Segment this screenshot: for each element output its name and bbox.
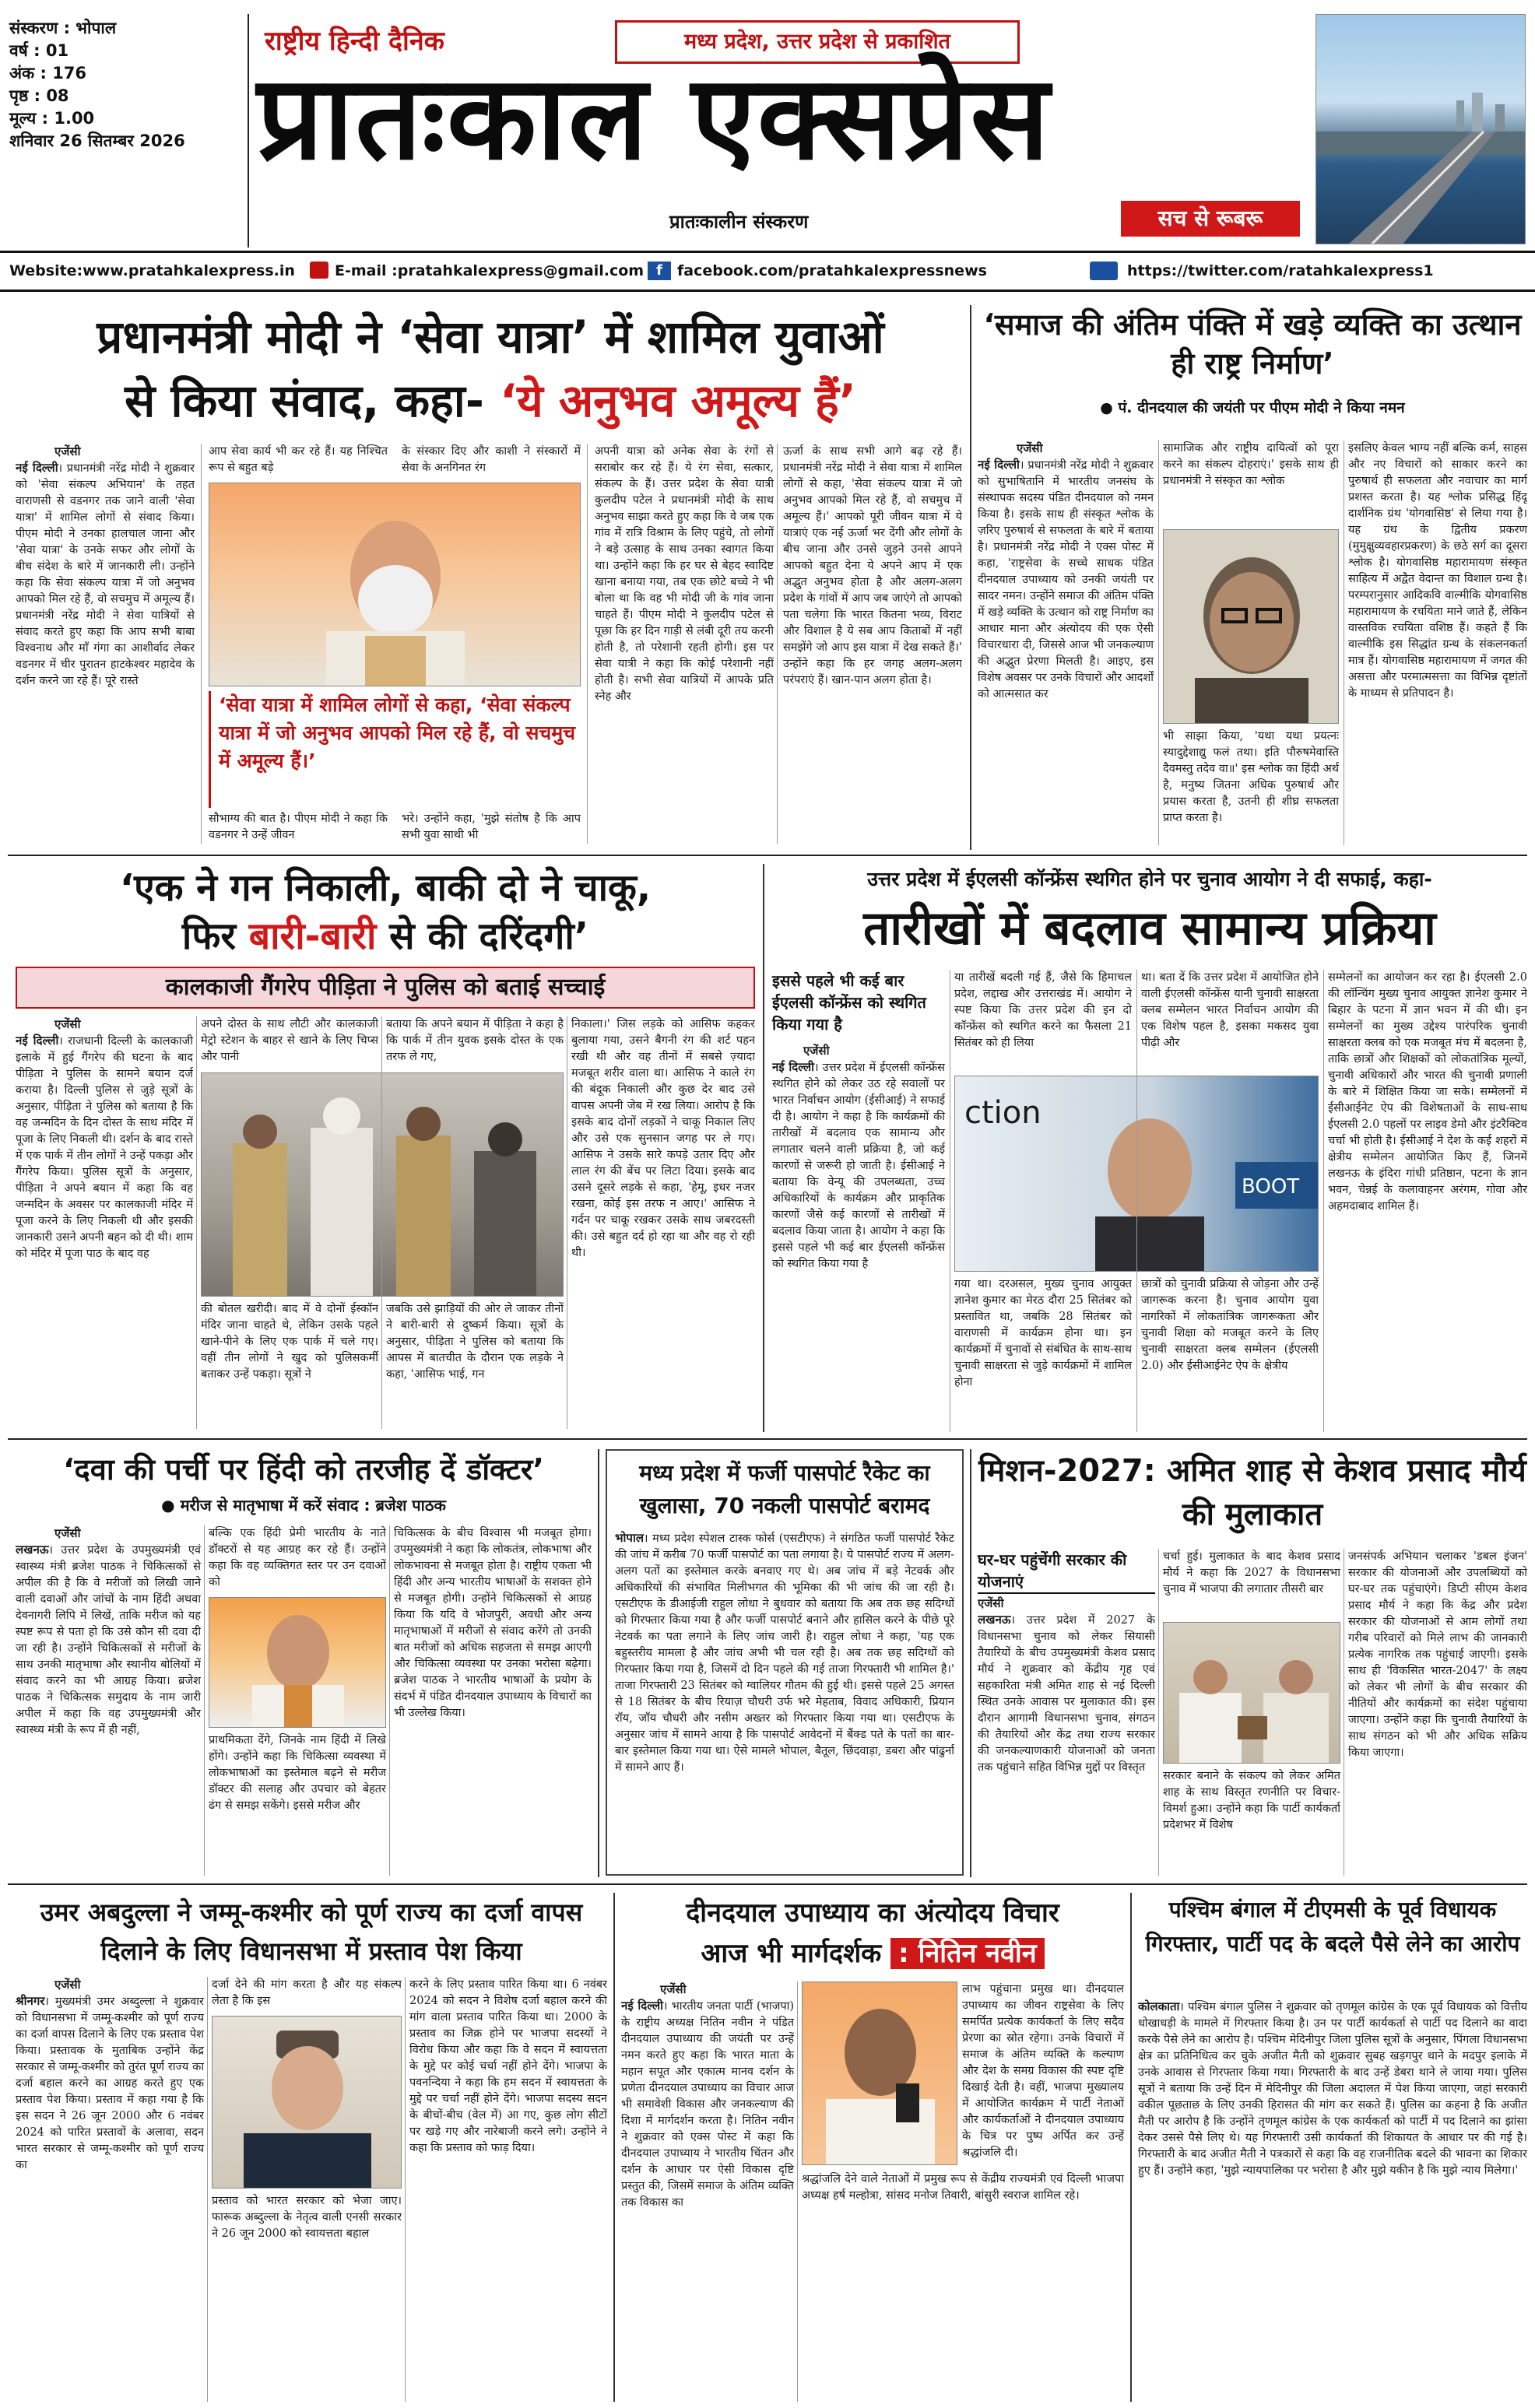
contact-bar [0,254,1535,288]
story3-col3b: जबकि उसे झाड़ियों की ओर ले जाकर तीनों ने बारी-बारी से दुष्कर्म किया। सूत्रों के अनुसार, पीड़िता ने पुलिस को बताया कि आपस में बातचीत के दौरान एक लड़के ने कहा, 'आसिफ भाई, गन [386,1303,564,1381]
story7-byline: एजेंसी [978,1596,1004,1610]
meta-year: वर्ष : 01 [9,41,69,60]
email-icon [310,262,328,279]
website-link[interactable]: Website:www.pratahkalexpress.in [9,262,295,279]
story2-col3: इसलिए केवल भाग्य नहीं बल्कि कर्म, साहस और नए विचारों को साकार करने का पुरुषार्थ ही सफलता और नवाचार का मार्ग प्रशस्त करता है। यह श्लोक प्रसिद्ध हिंदू दार्शनिक ग्रंथ 'योगवासिष्ठ' से लिया गया है। यह ग्रंथ के द्वितीय प्रकरण (मुमुक्षुव्यवहारप्रकरण) के छठे सर्ग का दूसरा श्लोक है। योगवासिष्ठ महारामायण संस्कृत साहित्य में अद्वैत वेदान्त का विशाल ग्रन्थ है। परम्परानुसार आदिकवि वाल्मीकि योगवासिष्ठ महारामायण के रचयिता माने जाते हैं, लेकिन वास्तविक रचयिता वशिष्ठ हैं। कहते हैं कि वाल्मीकि इस सिद्धांत ग्रन्थ के संकलनकर्ता मात्र हैं। योगवासिष्ठ महारामायण में जगत की असत्ता और परमात्मसत्ता का विभिन्न दृष्टांतों के माध्यम से प्रतिपादन है। [1348,442,1527,700]
story10-place: कोलकाता [1138,1999,1180,2013]
story7-col1 [978,1595,1155,1876]
story4-side-head: इससे पहले भी कई बार ईएलसी कॉन्फ्रेंस को स्थगित किया गया है [772,971,926,1034]
svg-text:ction: ction [964,1095,1041,1131]
story4-col4: सम्मेलनों का आयोजन कर रहा है। ईएलसी 2.0 की लॉन्चिंग मुख्य चुनाव आयुक्त ज्ञानेश कुमार ने बिहार के पटना में ज्ञान भवन में की थी। इन सम्मेलनों का मुख्य उद्देश्य पारंपरिक चुनावी साक्षरता क्लब को एक मजबूत मंच में बदलना है, ताकि छात्रों और शिक्षकों को लोकतांत्रिक मूल्यों, चुनावी अधिकारों और भारत की चुनावी प्रणाली के बारे में शिक्षित किया जा सके। सम्मेलनों में ईसीआईनेट ऐप की विशेषताओं के साथ-साथ ईएलसी 2.0 पहलों पर लाइव डेमो और इंटरैक्टिव चर्चा भी होती है। ईसीआई ने देश के कई शहरों में क्षेत्रीय सम्मेलन आयोजित किए हैं, जिनमें लखनऊ के इंदिरा गांधी प्रतिष्ठान, पटना के ज्ञान भवन, चेन्नई के कलावाहनर अरंगम, गोवा और अहमदाबाद शामिल हैं। [1328,971,1527,1213]
story6-text: । मध्य प्रदेश स्पेशल टास्क फोर्स (एसटीएफ) ने संगठित फर्जी पासपोर्ट रैकेट की जांच में करीब 70 फर्जी पासपोर्ट का पता लगाया है। ये पासपोर्ट राज्य में अलग-अलग पतों का इस्तेमाल करके बनवाए गए थे। अब जांच में बड़े नेटवर्क और अधिकारियों की संभावित मिलीभगत की भूमिका की भी जांच की जा रही है। एसटीएफ के डीआईजी राहुल लोधा ने बुधवार को बताया कि अब तक छह सदिग्धों को गिरफ्तार किया गया है और फर्जी पासपोर्ट बनाने और हासिल करने के पीछे पूरे नेटवर्क का पता लगाने के लिए जांच जारी है। राहुल लोधा ने कहा, 'यह एक बहुस्तरीय मामला है और जांच अभी भी चल रही है। अब तक छह सदिग्धों को गिरफ्तार किया गया है, जिसमें दो दिन पहले की गई ताजा गिरफ्तारी भी शामिल है।' ताजा गिरफ्तारी 23 सितंबर को ग्वालियर गौतम की हुई थी। इससे पहले 25 अगस्त से 18 सितंबर के बीच रियाज़ चौधरी उर्फ भरे मेहताब, विवाद अधिकारी, प्रियान रॉय, जॉय चौधरी और नसीम अख्तर को गिरफ्तार किया गया था। एसटीएफ के अनुसार जांच में सामने आया है कि पासपोर्ट आवेदनों में बैंक्ड पते के पतों का बार-बार इस्तेमाल किया गया था। ऐसे मामले भोपाल, बैतूल, छिंदवाड़ा, डबरा और पांढुर्ना में सामने आए हैं। [615,1532,954,1774]
story3-col2b: की बोतल खरीदी। बाद में वे दोनों ईस्कॉन मंदिर जाना चाहते थे, लेकिन उसके पहले खाने-पीने के लिए एक पार्क में चले गए। वहीं तीन लोगों ने खुद को पुलिसकर्मी बताकर उन्हें पकड़ा। सूत्रों ने [201,1303,378,1381]
story7-shah-maurya-photo [1163,1622,1340,1764]
story4-col2b: गया था। दरअसल, मुख्य चुनाव आयुक्त ज्ञानेश कुमार का मेरठ दौरा 25 सितंबर को प्रस्तावित था, जबकि 28 सितंबर को वाराणसी में कार्यक्रम होना था। इन कार्यक्रमों में चुनावों से संबंधित के साथ-साथ चुनावी साक्षरता से जुड़े कार्यक्रमों में शामिल होना [954,1278,1132,1388]
email-link[interactable]: E-mail :pratahkalexpress@gmail.com [335,262,645,279]
story1-headline-line1: प्रधानमंत्री मोदी ने ‘सेवा यात्रा’ में शामिल युवाओं [97,311,884,363]
story8-col2a: दर्जा देने की मांग करता है और यह संकल्प लेता है कि इस [212,1978,402,2007]
story3-col2a: अपने दोस्त के साथ लौटी और कालकाजी मेट्रो स्टेशन के बाहर से खाने के लिए चिप्स और पानी [201,1018,378,1063]
story9-place: नई दिल्ली [621,1999,664,2013]
story1-headline-line2 [16,369,965,433]
story3-strap-text: कालकाजी गैंगरेप पीड़िता ने पुलिस को बताई सच्चाई [165,974,606,1001]
story2-deendayal-photo [1163,529,1339,724]
story4-col3b: छात्रों को चुनावी प्रक्रिया से जोड़ना और उन्हें जागरूक करना है। चुनाव आयोग युवा नागरिकों में लोकतांत्रिक जागरूकता और चुनावी शिक्षा को मजबूत करने के लिए चुनावी साक्षरता क्लब सम्मेलन (ईएलसी 2.0) और ईसीआईनेट ऐप के क्षेत्रीय [1141,1278,1319,1372]
story2-col2a: सामाजिक और राष्ट्रीय दायित्वों को पूरा करने का संकल्प दोहराएं।' इसके साथ ही प्रधानमंत्री ने संस्कृत का श्लोक [1163,442,1339,487]
story1-place: नई दिल्ली [16,461,58,475]
svg-text:BOOT: BOOT [1242,1175,1300,1199]
masthead-tagline: राष्ट्रीय हिन्दी दैनिक [265,26,444,57]
story6-headline: मध्य प्रदेश में फर्जी पासपोर्ट रैकेट का खुलासा, 70 नकली पासपोर्ट बरामद [639,1460,930,1518]
masthead-city-photo [1315,14,1526,244]
story8-col1 [16,1977,204,2402]
story1-col3b: भरे। उन्होंने कहा, 'मुझे संतोष है कि आप सभी युवा साथी भी [402,813,581,841]
story3-text1: । राजधानी दिल्ली के कालकाजी इलाके में हुई गैंगरेप की घटना के बाद पीड़िता ने पुलिस के सामने बयान दर्ज कराया है। दिल्ली पुलिस से जुड़े सूत्रों के अनुसार, पीड़िता ने पुलिस को बताया है कि वह जन्मदिन के दिन दोस्त के साथ मंदिर में पूजा के लिए निकली थी। दर्शन के बाद रास्ते में एक पार्क में तीन लोगों ने उन्हें पकड़ा और गैंगरेप किया। पुलिस सूत्रों के अनुसार, पीड़िता ने अपने बयान में कहा कि वह जन्मदिन के अवसर पर कालकाजी मंदिर में पूजा करने के लिए निकली थी और इसकी जानकारी उसने अपनी बहन को दी थी। शाम को मंदिर में पूजा पाठ के बाद वह [16,1035,193,1260]
masthead-meta [9,17,243,153]
story10-body [1138,1999,1527,2402]
story7-col2b: सरकार बनाने के संकल्प को लेकर अमित शाह के साथ विस्तृत रणनीति पर विचार-विमर्श हुआ। उन्होंने कहा कि पार्टी कार्यकर्ता प्रदेशभर में विशेष [1163,1770,1340,1831]
story7-place: लखनऊ [978,1613,1011,1627]
meta-price: मूल्य : 1.00 [9,109,95,128]
story9-nitin-photo [802,1982,957,2165]
story7-col2a: चर्चा हुई। मुलाकात के बाद केशव प्रसाद मौर्य ने कहा कि 2027 के विधानसभा चुनाव में भाजपा की लगातार तीसरी बार [1163,1550,1340,1595]
story8-omar-photo [212,2016,402,2189]
story3-col1 [16,1016,193,1429]
story5-text1: । उत्तर प्रदेश के उपमुख्यमंत्री एवं स्वास्थ्य मंत्री ब्रजेश पाठक ने चिकित्सकों से अपील की है कि वे मरीजों को लिखी जाने वाली दवाओं और जांचों के नाम हिंदी अथवा देवनागरी लिपि में लिखें, ताकि मरीज को यह स्पष्ट रूप से पता हो कि उसे कौन सी दवा दी जा रही है। उन्होंने चिकित्सकों से मरीजों के साथ उनकी मातृभाषा और स्थानीय बोलियों में संवाद करने का भी आग्रह किया। ब्रजेश पाठक ने चिकित्सक समुदाय के नाम जारी अपील में कहा कि वह उपमुख्यमंत्री और स्वास्थ्य मंत्री के रूप में ही नहीं, [16,1544,201,1736]
story2-place: नई दिल्ली [978,458,1020,472]
story5-col3: चिकित्सक के बीच विश्वास भी मजबूत होगा। उपमुख्यमंत्री ने कहा कि लोकतंत्र, लोकभाषा और लोकभावना से मजबूत होता है। राष्ट्रीय एकता भी हिंदी और अन्य भारतीय भाषाओं के सशक्त होने से मजबूत होगी। उन्होंने चिकित्सकों से आग्रह किया कि यदि वे भोजपुरी, अवधी और अन्य मातृभाषाओं में मरीजों से संवाद करेंगे तो उनकी बात मरीजों को अधिक सहजता से समझ आएगी और चिकित्सा व्यवस्था पर उनका भरोसा बढ़ेगा। ब्रजेश पाठक ने भारतीय भाषाओं के प्रयोग के संदर्भ में पंडित दीनदयाल उपाध्याय के विचारों का भी उल्लेख किया। [394,1527,592,1719]
story5-place: लखनऊ [16,1543,49,1557]
story4-kicker: उत्तर प्रदेश में ईएलसी कॉन्फ्रेंस स्थगित होने पर चुनाव आयोग ने दी सफाई, कहा- [867,868,1432,890]
meta-issue: अंक : 176 [9,64,87,82]
story7-side-head: घर-घर पहुंचेंगी सरकार की योजनाएं [978,1549,1155,1594]
story1-quote: ‘सेवा यात्रा में शामिल लोगों से कहा, ‘सेवा संकल्प यात्रा में जो अनुभव आपको मिल रहे हैं, वो सचमुच में अमूल्य हैं।’ [209,691,581,808]
twitter-link[interactable]: https://twitter.com/ratahkalexpress1 [1127,262,1434,279]
story9-headline-line1: दीनदयाल उपाध्याय का अंत्योदय विचार [686,1897,1059,1929]
story9-byline: एजेंसी [660,1982,687,1996]
slogan-text: सच से रूबरू [1157,205,1263,231]
masthead-slogan [1121,201,1300,237]
story3-head-red: बारी-बारी [248,914,377,958]
story1-col1 [16,444,195,833]
masthead-title: प्रातःकाल एक्सप्रेस [257,51,1051,186]
story3-headline-line2 [16,912,755,960]
story1-col3a: के संस्कार दिए और काशी ने संस्कारों में सेवा के अनगिनत रंग [402,445,581,474]
meta-edition: संस्करण : भोपाल [9,19,117,37]
story4-col1 [772,1043,945,1432]
masthead-edition: प्रातःकालीन संस्करण [669,211,809,233]
story8-headline: उमर अबदुल्ला ने जम्मू-कश्मीर को पूर्ण राज्य का दर्जा वापस दिलाने के लिए विधानसभा में प्रस्ताव पेश किया [40,1897,583,1966]
story6-body [615,1530,954,1871]
story1-headline-black: से किया संवाद, कहा- [125,374,484,427]
story8-place: श्रीनगर [16,1994,45,2008]
story4-place: नई दिल्ली [772,1060,815,1074]
story2-col1 [978,441,1154,845]
story2-sub: ● पं. दीनदयाल की जयंती पर पीएम मोदी ने किया नमन [1100,399,1405,416]
story1-col2a: आप सेवा कार्य भी कर रहे हैं। यह निश्चित रूप से बहुत बड़े [209,445,388,474]
meta-date: शनिवार 26 सितम्बर 2026 [9,132,185,150]
story5-pathak-photo [209,1597,386,1728]
story4-byline: एजेंसी [803,1044,830,1058]
story9-headline-line2 [621,1933,1124,1974]
story4-col3a: था। बता दें कि उत्तर प्रदेश में आयोजित होने वाली ईएलसी कॉन्फ्रेंस यानी चुनावी साक्षरता क्लब सम्मेलन भारत निर्वाचन आयोग की एक विशेष पहल है, इसका मकसद युवा पीढ़ी और [1141,971,1319,1049]
story5-byline: एजेंसी [54,1526,81,1540]
story1-modi-photo [209,483,581,686]
story1-headline-red: ‘ये अनुभव अमूल्य हैं’ [500,374,856,427]
story2-byline: एजेंसी [1017,441,1043,455]
story9-col2a: लाभ पहुंचाना प्रमुख था। दीनदयाल उपाध्याय का जीवन राष्ट्रसेवा के लिए समर्पित प्रत्येक कार्यकर्ता के लिए सदैव प्रेरणा का स्रोत रहेगा। उनके विचारों में समाज के अंतिम व्यक्ति के कल्याण और देश के समग्र विकास की स्पष्ट दृष्टि दिखाई देती है। वहीं, भाजपा मुख्यालय में आयोजित कार्यक्रम में पार्टी नेताओं और कार्यकर्ताओं ने दीनदयाल उपाध्याय के चित्र पर पुष्प अर्पित कर उन्हें श्रद्धांजलि दी। [962,1983,1124,2159]
story9-col2b: श्रद्धांजलि देने वाले नेताओं में प्रमुख रूप से केंद्रीय राज्यमंत्री एवं दिल्ली भाजपा अध्यक्ष हर्ष मल्होत्रा, सांसद मनोज तिवारी, बांसुरी स्वराज शामिल रहे। [802,2173,1124,2202]
story1-text1: । प्रधानमंत्री नरेंद्र मोदी ने शुक्रवार को 'सेवा संकल्प अभियान' के तहत वाराणसी से वडनगर तक जाने वाली 'सेवा यात्रा' में शामिल लोगों से संवाद किया। पीएम मोदी ने उनका हालचाल जाना और 'सेवा यात्रा' के उनके सफर और लोगों के बीच संदेश के बारे में जानकारी ली। उन्होंने कहा कि सेवा संकल्प यात्रा में जो अनुभव आपको मिल रहे हैं, वो सचमुच में अमूल्य हैं। प्रधानमंत्री नरेंद्र मोदी ने सेवा यात्रियों से संवाद करते हुए कहा कि आप सभी बाबा विश्वनाथ और माँ गंगा का आशीर्वाद लेकर वडनगर में चीर पुरातन हाटकेश्वर महादेव के दर्शन करने जा रहे हैं। पूरे रास्ते [16,462,195,687]
story8-col2b: प्रस्ताव को भारत सरकार को भेजा जाए। फारूक अब्दुल्ला के नेतृत्व वाली एनसी सरकार ने 26 जून 2000 को स्वायत्तता बहाल [212,2195,402,2240]
story9-headline-black: आज भी मार्गदर्शक [701,1938,882,1969]
story2-headline: ‘समाज की अंतिम पंक्ति में खड़े व्यक्ति का उत्थान ही राष्ट्र निर्माण’ [983,307,1522,381]
meta-pages: पृष्ठ : 08 [9,86,69,105]
story4-text1: । उत्तर प्रदेश में ईएलसी कॉन्फ्रेंस स्थगित होने को लेकर उठ रहे सवालों पर भारत निर्वाचन आयोग (ईसीआई) ने सफाई दी है। आयोग ने कहा है कि कार्यक्रमों की तारीखों में बदलाव एक सामान्य और लगातार चलने वाली प्रक्रिया है, जो कई कारणों से जरूरी हो जाती है। ईसीआई ने बताया कि वेन्यू की उपलब्धता, उच्च अधिकारियों के कार्यक्रम और प्राकृतिक कारणों जैसे कई कारणों से तारीखों में बदलाव किया जाता है। आयोग ने कहा कि इससे पहले भी कई बार ईएलसी कॉन्फ्रेंस को स्थगित किया गया है [772,1062,945,1270]
story5-col1 [16,1525,201,1876]
story8-col3: करने के लिए प्रस्ताव पारित किया था। 6 नवंबर 2024 को सदन ने विशेष दर्जा बहाल करने की मांग वाला प्रस्ताव पारित किया था। 2000 के प्रस्ताव का जिक्र होने पर भाजपा सदस्यों ने विरोध किया और कहा कि वे सदन में स्वायत्तता के मुद्दे पर कोई चर्चा नहीं होने देंगे। भाजपा के पवनन्दिया ने कहा कि हम सदन में स्वायत्तता के मुद्दे पर चर्चा नहीं होने देंगे। भाजपा सदस्य सदन के बीचों-बीच (वेल में) आ गए, कुछ लोग सीटों पर खड़े गए और नारेबाजी करने लगे। उन्होंने ने कहा कि प्रस्ताव को फाड़ दिया। [409,1978,607,2154]
tagline-box-text: मध्य प्रदेश, उत्तर प्रदेश से प्रकाशित [684,30,950,54]
story1-col2b: सौभाग्य की बात है। पीएम मोदी ने कहा कि वडनगर ने उन्हें जीवन [209,813,388,841]
story4-col2a: या तारीखें बदली गई हैं, जैसे कि हिमाचल प्रदेश, लद्दाख और उत्तराखंड में। आयोग ने स्पष्ट किया कि उत्तर प्रदेश की इन दो कॉन्फ्रेंस को स्थगित करने का फैसला 21 सितंबर को ही लिया [954,971,1132,1049]
story3-headline-line1: ‘एक ने गन निकाली, बाकी दो ने चाकू, [119,866,652,910]
story1-col5: ऊर्जा के साथ सभी आगे बढ़ रहे हैं। प्रधानमंत्री नरेंद्र मोदी ने सेवा यात्रा में शामिल लोगों से कहा, 'सेवा संकल्प यात्रा में जो अनुभव आपको मिल रहे हैं, वो सचमुच में अमूल्य हैं।' आपको पूरी जीवन यात्रा में ये यात्राएं एक नई ऊर्जा भर देंगी और लोगों के बीच जाना और उनसे जुड़ने उनसे आपने आपको बहुत देना ये अपने आप में एक अद्भुत अनुभव होता है और अलग-अलग प्रदेश के गांवों में आप जब जाएंगे तो आपको पता चलेगा कि भारत कितना भव्य, विराट और विशाल है ये सब आप किताबों में नहीं समझेंगे जो आप इस यात्रा में देख सकते हैं।' उन्होंने कहा कि हर जगह अलग-अलग परंपराएं हैं। खान-पान अलग होता है। [783,445,962,686]
story3-head-b1: फिर [181,914,236,958]
story6-place: भोपाल [615,1531,645,1545]
story9-text1: । भारतीय जनता पार्टी (भाजपा) के राष्ट्रीय अध्यक्ष नितिन नवीन ने पंडित दीनदयाल उपाध्याय की जयंती पर उन्हें नमन करते हुए कहा कि भारत माता के महान सपूत और एकात्म मानव दर्शन के प्रणेता दीनदयाल उपाध्याय का विचार आज भी समावेशी विकास और जनकल्याण की दिशा में मार्गदर्शन करता है। नितिन नवीन ने शुक्रवार को एक्स पोस्ट में कहा कि दीनदयाल उपाध्याय ने भारतीय चिंतन और दर्शन के आधार पर ऐसी विकास दृष्टि प्रस्तुत की, जिसमें समाज के अंतिम व्यक्ति तक विकास का [621,2000,794,2209]
story8-byline: एजेंसी [54,1978,81,1992]
story1-headline [16,305,965,433]
story3-byline: एजेंसी [54,1017,81,1031]
twitter-icon [1090,262,1118,280]
story9-col1 [621,1982,794,2402]
story9-headline [621,1893,1124,1974]
story3-strap [16,967,755,1009]
story7-col3: जनसंपर्क अभियान चलाकर 'डबल इंजन' सरकार की योजनाओं और उपलब्धियों को घर-घर तक पहुंचाएंगे। डिप्टी सीएम केशव प्रसाद मौर्य ने कहा कि केंद्र और प्रदेश सरकार की योजनाओं से आम लोगों तथा गरीब परिवारों को मिले लाभ की जानकारी प्रत्येक नागरिक तक पहुंचाई जाएगी। इसके साथ ही 'विकसित भारत-2047' के लक्ष्य को लेकर भी लोगों के बीच सरकार की नीतियों और कार्यक्रमों का संदेश पहुंचाया जाएगा। उन्होंने कहा कि चुनावी तैयारियों के साथ संगठन को भी और अधिक सक्रिय किया जाएगा। [1348,1550,1527,1759]
story7-text1: । उत्तर प्रदेश में 2027 के विधानसभा चुनाव को लेकर सियासी तैयारियों के बीच उपमुख्यमंत्री केशव प्रसाद मौर्य ने शुक्रवार को केंद्रीय गृह एवं सहकारिता मंत्री अमित शाह से नई दिल्ली स्थित उनके आवास पर मुलाकात की। इस दौरान आगामी विधानसभा चुनाव, संगठन की तैयारियों और केंद्र तथा राज्य सरकार की जनकल्याणकारी योजनाओं को जनता तक पहुंचाने सहित विभिन्न मुद्दों पर विस्तृत [978,1614,1155,1774]
story3-head-b2: से की दरिंदगी’ [389,914,589,958]
story1-col4: अपनी यात्रा को अनेक सेवा के रंगों से सराबोर कर रहे हैं। ये रंग सेवा, सत्कार, संकल्प के हैं। उत्तर प्रदेश के सेवा यात्री कुलदीप पटेल ने प्रधानमंत्री मोदी के साथ अनुभव साझा करते हुए कहा कि वे जब एक गांव में रात्रि विश्राम के लिए पहुंचे, तो लोगों ने बड़े उत्साह के साथ उनका स्वागत किया था। उन्होंने कहा कि हर घर से बेहद स्वादिष्ट खाना बनाया गया, तब एक छोटे बच्चे ने भी बोला था कि वह भी मोदी जी के गांव जाना चाहते हैं। पीएम मोदी ने कुलदीप पटेल से पूछा कि हर दिन गाड़ी से लंबी दूरी तय करनी होती है, तो परेशानी रहती होगी। इस पर सेवा यात्री ने कहा कि कोई परेशानी नहीं होती है। सभी सेवा यात्रियों में आपके प्रति स्नेह और [595,445,774,703]
story4-headline: तारीखों में बदलाव सामान्य प्रक्रिया [863,901,1436,956]
story10-headline: पश्चिम बंगाल में टीएमसी के पूर्व विधायक गिरफ्तार, पार्टी पद के बदले पैसे लेने का आरोप [1145,1897,1520,1957]
story3-police-photo [201,1072,564,1297]
facebook-icon: f [648,262,671,280]
story2-col2b: भी साझा किया, 'यथा यथा प्रयत्नः स्यादुद्देशाद्यु फलं तथा। इति पौरुषमेवास्ति दैवमस्तु तदेव वा॥' इस श्लोक का हिंदी अर्थ है, मनुष्य जितना अधिक पुरुषार्थ और प्रयास करता है, उतनी ही शीघ्र सफलता प्राप्त करता है। [1163,730,1339,824]
story5-sub: ● मरीज से मातृभाषा में करें संवाद : ब्रजेश पाठक [161,1496,446,1515]
story5-col2a: बल्कि एक हिंदी प्रेमी भारतीय के नाते डॉक्टरों से यह आग्रह कर रहे हैं। उन्होंने कहा कि वह व्यक्तिगत स्तर पर उन दवाओं को [209,1527,386,1588]
story3-headline [16,864,755,960]
story5-headline: ‘दवा की पर्ची पर हिंदी को तरजीह दें डॉक्टर’ [63,1452,544,1487]
story8-text1: । मुख्यमंत्री उमर अब्दुल्ला ने शुक्रवार को विधानसभा में जम्मू-कश्मीर को पूर्ण राज्य का दर्जा वापस दिलाने के लिए एक प्रस्ताव पेश किया। प्रस्तावक के मुताबिक उन्होंने केंद्र सरकार से जम्मू-कश्मीर को तुरंत पूर्ण राज्य का दर्जा बहाल करने का आग्रह करते हुए एक प्रस्ताव पेश किया। प्रस्ताव में कहा गया है कि इस सदन ने 26 जून 2000 और 6 नवंबर 2024 को पारित प्रस्तावों के अलावा, सदन भारत सरकार से जम्मू-कश्मीर को पूर्ण राज्य का [16,1996,204,2171]
story9-name-box: : नितिन नवीन [890,1938,1044,1969]
story3-col4: निकाला।' जिस लड़के को आसिफ कहकर बुलाया गया, उसने बैगनी रंग की शर्ट पहन रखी थी और वह तीनों में सबसे ज़्यादा मजबूत शरीर वाला था। आसिफ ने काले रंग की बंदूक निकाली और कुछ देर बाद उसे वापस अपनी जेब में रख लिया। आरोप है कि इसके बाद दोनों लड़कों ने चाकू निकाल लिए और उसे एक सुनसान जगह पर ले गए। आसिफ ने उसके सारे कपड़े उतार दिए और लाल रंग की बेंच पर लिटा दिया। इसके बाद उसने दूसरे लड़के से कहा, 'हेमू, इधर नजर रखना, कोई इस तरफ न आए।' आसिफ ने गर्दन पर चाकू रखकर उसके साथ जबरदस्ती की। उसे बहुत दर्द हो रहा था और वह रो रही थी। [571,1018,755,1259]
story5-col2b: प्राथमिकता देंगे, जिनके नाम हिंदी में लिखे होंगे। उन्होंने कहा कि चिकित्सा व्यवस्था में लोकभाषाओं का इस्तेमाल बढ़ने से मरीज डॉक्टर की सलाह और उपचार को बेहतर ढंग से समझ सकेंगे। इससे मरीज और [209,1734,386,1812]
story3-place: नई दिल्ली [16,1034,59,1048]
story7-headline: मिशन-2027: अमित शाह से केशव प्रसाद मौर्य की मुलाकात [978,1453,1526,1532]
story3-col3a: बताया कि अपने बयान में पीड़िता ने कहा है कि पार्क में तीन युवक इसके दोस्त के एक तरफ ले गए, [386,1018,564,1063]
story10-text: । पश्चिम बंगाल पुलिस ने शुक्रवार को तृणमूल कांग्रेस के एक पूर्व विधायक को वित्तीय धोखाधड़ी के मामले में गिरफ्तार किया है। उन पर पार्टी कार्यकर्ता से पार्टी पद दिलाने का वादा करके पैसे लेने का आरोप है। पश्चिम मेदिनीपुर जिला पुलिस सूत्रों के अनुसार, पिंगला विधानसभा क्षेत्र का प्रतिनिधित्व कर चुके अजीत मैती को शुक्रवार सुबह खड़गपुर थाने के मदपुर इलाके में उनके आवास से गिरफ्तार किया गया। गिरफ्तारी के बाद उन्हें डेबरा थाने ले जाया गया। पुलिस सूत्रों ने बताया कि उन्हें दिन में मेदिनीपुर की जिला अदालत में पेश किया जाएगा, जहां सरकारी वकील पूछताछ के लिए उनकी हिरासत की मांग कर सकते हैं। पुलिस का कहना है कि अजीत मैती पर आरोप है कि उन्होंने तृणमूल कांग्रेस के एक कार्यकर्ता को पार्टी में पद दिलाने का झांसा देकर उससे पैसे लिए थे। यह गिरफ्तारी उसी कार्यकर्ता की शिकायत के आधार पर की गई है। गिरफ्तारी के बाद अजीत मैती ने पत्रकारों से कहा कि वह राजनीतिक बदले की भावना का शिकार हुए हैं। उन्होंने कहा, 'मुझे न्यायपालिका पर भरोसा है और मुझे यकीन है कि मुझे न्याय मिलेगा।' [1138,2001,1527,2177]
story2-text1: । प्रधानमंत्री नरेंद्र मोदी ने शुक्रवार को सुभाषितानि में भारतीय जनसंघ के संस्थापक सदस्य पंडित दीनदयाल को नमन किया है। इसके साथ ही संस्कृत श्लोक के ज़रिए पुरुषार्थ से सफलता के बारे में बताया है। प्रधानमंत्री नरेंद्र मोदी ने एक्स पोस्ट में कहा, 'राष्ट्रसेवा के सच्चे साधक पंडित दीनदयाल उपाध्याय को उनकी जयंती पर सादर नमन। उन्होंने समाज की अंतिम पंक्ति में खड़े व्यक्ति के उत्थान को राष्ट्र निर्माण का आधार माना और अंत्योदय की एक ऐसी विचारधारा दी, जिससे आज भी जनकल्याण की अद्भुत प्रेरणा मिलती है। आइए, इस विशेष अवसर पर उनके विचारों और आदर्शों को आत्मसात कर [978,459,1154,700]
facebook-link[interactable]: facebook.com/pratahkalexpressnews [677,262,987,279]
story1-byline: एजेंसी [54,444,81,458]
